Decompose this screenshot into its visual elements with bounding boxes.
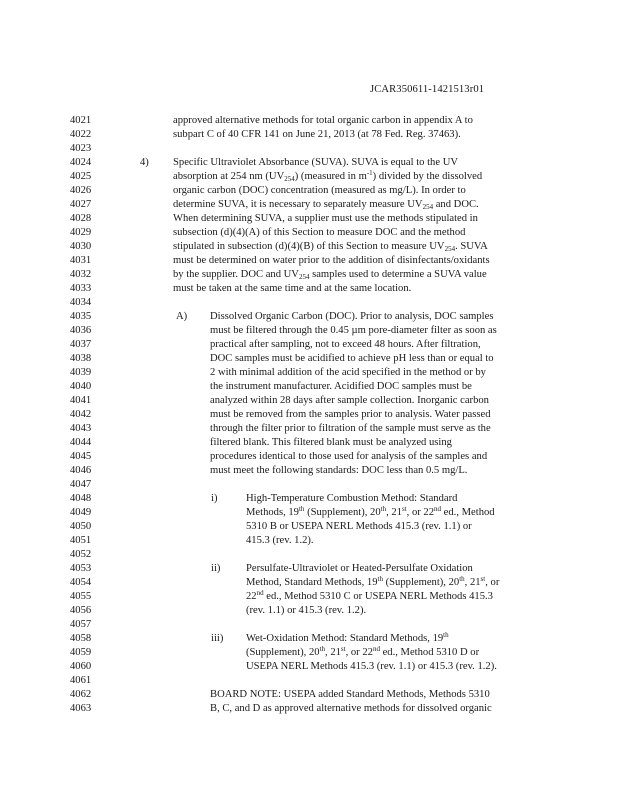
body-text-line: the instrument manufacturer. Acidified DOC samples must be	[210, 381, 472, 392]
body-text-line: through the filter prior to filtration of the sample must serve as the	[210, 423, 491, 434]
body-text-line: must meet the following standards: DOC less than 0.5 mg/L.	[210, 465, 468, 476]
board-note-line: B, C, and D as approved alternative methods for dissolved organic	[210, 703, 492, 714]
line-number: 4025	[70, 171, 92, 182]
line-number: 4041	[70, 395, 92, 406]
line-number: 4042	[70, 409, 92, 420]
line-number: 4028	[70, 213, 92, 224]
body-text-line: Methods, 19th (Supplement), 20th, 21st, or 22nd ed., Method	[246, 505, 495, 518]
section-marker: i)	[211, 493, 218, 504]
line-number: 4058	[70, 633, 92, 644]
line-number: 4057	[70, 619, 92, 630]
body-text-line: Persulfate-Ultraviolet or Heated-Persulfate Oxidation	[246, 563, 473, 574]
body-text-line: organic carbon (DOC) concentration (measured as mg/L). In order to	[173, 185, 466, 196]
line-number: 4024	[70, 157, 92, 168]
line-number: 4048	[70, 493, 92, 504]
body-text-line: practical after sampling, not to exceed 48 hours. After filtration,	[210, 339, 481, 350]
body-text-line: 415.3 (rev. 1.2).	[246, 535, 314, 546]
line-number: 4032	[70, 269, 92, 280]
body-text-line: Dissolved Organic Carbon (DOC). Prior to analysis, DOC samples	[210, 311, 494, 322]
body-text-line: procedures identical to those used for analysis of the samples and	[210, 451, 488, 462]
line-number: 4049	[70, 507, 92, 518]
line-number: 4059	[70, 647, 92, 658]
body-text-line: Specific Ultraviolet Absorbance (SUVA). SUVA is equal to the UV	[173, 157, 459, 168]
line-number: 4030	[70, 241, 92, 252]
line-number: 4052	[70, 549, 92, 560]
line-number: 4027	[70, 199, 92, 210]
body-text-line: by the supplier. DOC and $UV_{254}$ samples used to determine a SUVA value	[173, 269, 487, 281]
body-text-line: approved alternative methods for total organic carbon in appendix A to	[173, 115, 473, 126]
line-number: 4021	[70, 115, 92, 126]
line-number: 4040	[70, 381, 92, 392]
line-number: 4053	[70, 563, 92, 574]
section-marker: A)	[176, 311, 188, 322]
body-text-line: subsection (d)(4)(A) of this Section to measure DOC and the method	[173, 227, 466, 238]
body-text-line: High-Temperature Combustion Method: Standard	[246, 493, 458, 504]
body-text-line: 5310 B or USEPA NERL Methods 415.3 (rev. 1.1) or	[246, 521, 472, 532]
line-number: 4046	[70, 465, 92, 476]
body-text-line: (rev. 1.1) or 415.3 (rev. 1.2).	[246, 605, 367, 616]
line-number: 4034	[70, 297, 92, 308]
body-text-line: must be determined on water prior to the addition of disinfectants/oxidants	[173, 255, 490, 266]
line-number: 4060	[70, 661, 92, 672]
body-text-line: determine SUVA, it is necessary to separately measure $UV_{254}$ and DOC.	[173, 199, 479, 211]
body-text-line: When determining SUVA, a supplier must use the methods stipulated in	[173, 213, 478, 224]
line-number: 4055	[70, 591, 92, 602]
line-number: 4029	[70, 227, 92, 238]
line-number: 4062	[70, 689, 92, 700]
line-number: 4035	[70, 311, 92, 322]
section-marker: ii)	[211, 563, 221, 574]
line-number: 4054	[70, 577, 92, 588]
line-number: 4051	[70, 535, 92, 546]
line-number: 4056	[70, 605, 92, 616]
body-text-line: absorption at 254 nm $(UV_{254})$ (measured in $m^{-1}$) divided by the dissolved	[173, 169, 483, 183]
line-number: 4031	[70, 255, 92, 266]
line-number: 4039	[70, 367, 92, 378]
line-number: 4033	[70, 283, 92, 294]
body-text-line: DOC samples must be acidified to achieve pH less than or equal to	[210, 353, 494, 364]
line-number: 4044	[70, 437, 92, 448]
section-marker: iii)	[211, 633, 224, 644]
line-number: 4037	[70, 339, 92, 350]
line-number: 4038	[70, 353, 92, 364]
line-number: 4022	[70, 129, 92, 140]
body-text-line: Wet-Oxidation Method: Standard Methods, 19th	[246, 631, 449, 644]
header-code: JCAR350611-1421513r01	[370, 84, 485, 95]
line-number: 4047	[70, 479, 92, 490]
line-number: 4026	[70, 185, 92, 196]
body-text-line: must be removed from the samples prior to analysis. Water passed	[210, 409, 491, 420]
body-text-line: Method, Standard Methods, 19th (Supplement), 20th, 21st, or	[246, 575, 500, 588]
body-text-line: subpart C of 40 CFR 141 on June 21, 2013 (at 78 Fed. Reg. 37463).	[173, 129, 461, 140]
body-text-line: filtered blank. This filtered blank must be analyzed using	[210, 437, 452, 448]
body-text-line: USEPA NERL Methods 415.3 (rev. 1.1) or 415.3 (rev. 1.2).	[246, 661, 497, 672]
line-number: 4061	[70, 675, 92, 686]
body-text-line: stipulated in subsection (d)(4)(B) of this Section to measure $UV_{254}$. SUVA	[173, 241, 488, 253]
line-number: 4045	[70, 451, 92, 462]
section-marker: 4)	[140, 157, 149, 168]
body-text-line: must be taken at the same time and at the same location.	[173, 283, 412, 294]
body-text-line: must be filtered through the 0.45 µm pore-diameter filter as soon as	[210, 325, 497, 336]
line-number: 4023	[70, 143, 92, 154]
body-text-line: 2 with minimal addition of the acid specified in the method or by	[210, 367, 486, 378]
line-number: 4063	[70, 703, 92, 714]
body-text-line: (Supplement), 20th, 21st, or 22nd ed., Method 5310 D or	[246, 645, 480, 658]
body-text-line: 22nd ed., Method 5310 C or USEPA NERL Methods 415.3	[246, 589, 493, 602]
line-number: 4050	[70, 521, 92, 532]
body-text-line: analyzed within 28 days after sample collection. Inorganic carbon	[210, 395, 489, 406]
line-number: 4036	[70, 325, 92, 336]
board-note-line: BOARD NOTE: USEPA added Standard Methods, Methods 5310	[210, 689, 490, 700]
line-number: 4043	[70, 423, 92, 434]
